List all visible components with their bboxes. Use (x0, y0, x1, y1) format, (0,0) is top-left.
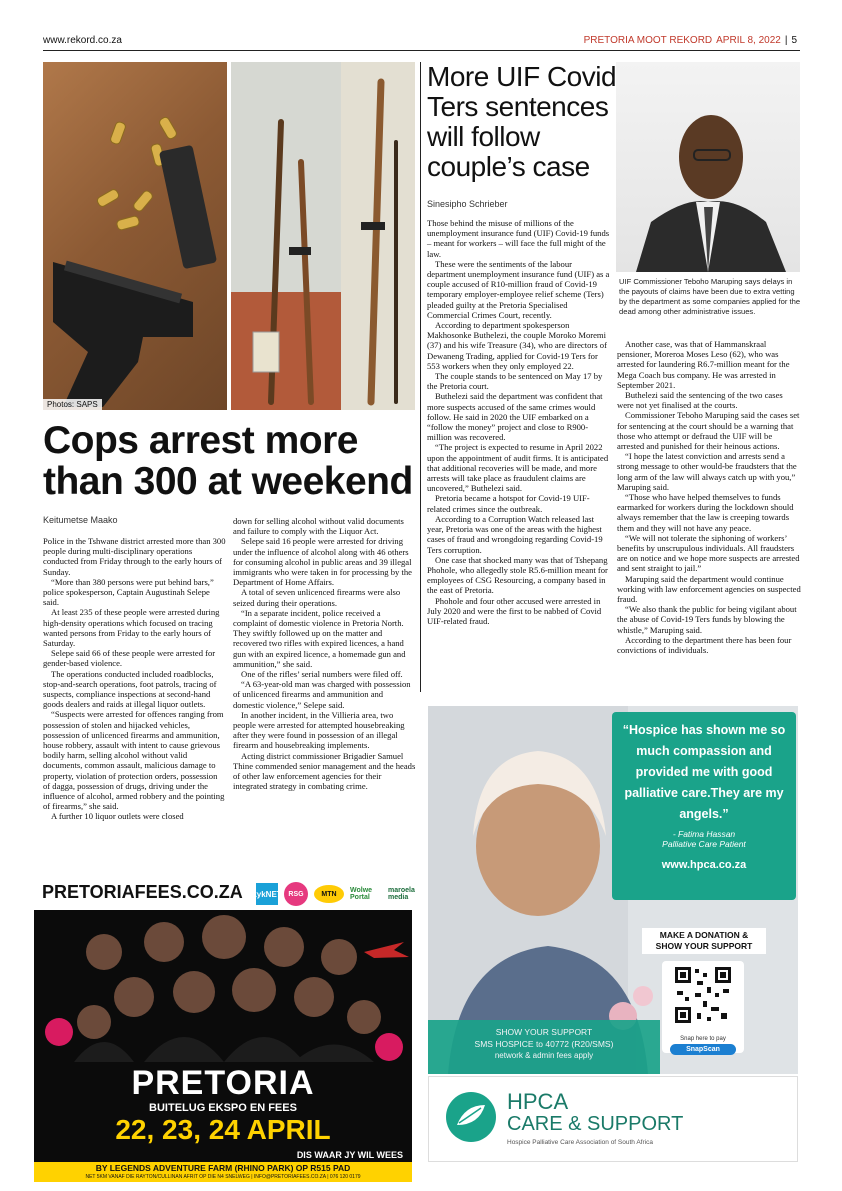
cops-paragraph: “Suspects were arrested for offences ranging from possession of stolen and hijacked vehicles, possession of unlicenced firearms and ammunition, house robbery, assault with intent to cause grievous bodily harm, selling alcohol without valid documents, common assault, malicious damage to property, violation of protection orders, possession of dagga, possession of drugs, driving under the influence of alcohol, armed robbery and the pointing of firearms,” she said. (43, 709, 225, 812)
page-number: 5 (791, 35, 797, 46)
cops-paragraph: In another incident, in the Villieria area, two people were arrested for attempted housebreaking after they were found in possession of an illegal firearm and housebreaking implements. (233, 709, 405, 751)
cops-paragraph: “In a separate incident, police received a complaint of domestic violence in Pretoria North. They swiftly followed up on the matter and recovered two rifles with expired licences, a hand gun with an expired licence, a homemade gun and ammunition,” she said. (233, 607, 406, 669)
uif-paragraph: One case that shocked many was that of Tshepang Phohole, who allegedly stole R5.6-million meant for employees of CSG Resourcing, a company based in the east of Pretoria. (427, 554, 608, 596)
quote-box (612, 712, 796, 900)
page-separator: | (784, 35, 788, 46)
uif-paragraph: Maruping said the department would continue working with law enforcement agencies on suspected fraud. (617, 573, 801, 605)
uif-column-1 (427, 218, 610, 626)
fees-website[interactable]: PRETORIAFEES.CO.ZA (42, 882, 243, 902)
masthead (584, 35, 797, 46)
uif-paragraph: “We also thank the public for being vigilant about the abuse of Covid-19 Ters funds by blowing the whistle,” Maruping said. (617, 604, 797, 635)
rifles-image (231, 62, 415, 410)
rifles-photo (231, 62, 415, 410)
rsg-logo: RSG (284, 882, 308, 906)
uif-paragraph: “We will not tolerate the siphoning of workers’ benefits by unscrupulous individuals. All fraudsters are on notice and we hope more suspects are arrested and sent straight to jail.” (617, 532, 800, 574)
uif-paragraph: According to department spokesperson Makhosonke Buthelezi, the couple Moroko Moremi (37) and his wife Treasure (34), who are directors of Dewaneng Trading, applied for Covid-19 Ters for 553 workers when they only employed 22. (427, 320, 607, 371)
fees-footer: NET 5KM VANAF DIE RAYTON/CULLINAN AFRIT OP DIE N4 SNELWEG | INFO@PRETORIAFEES.CO.ZA | 076 120 0179 (85, 1174, 361, 1180)
fees-tagline: DIS WAAR JY WIL WEES (294, 1150, 406, 1160)
uif-paragraph: Another case, was that of Hammanskraal pensioner, Moreroa Moses Leso (62), who was arrested for laundering R6.7-million meant for the Mega Coach bus company. He was arrested in September 2021. (617, 339, 790, 390)
uif-paragraph: According to a Corruption Watch released last year, Pretoria was one of the areas with the highest cases of fraud and wrongdoing regarding Covid-19 Ters corruption. (427, 513, 603, 555)
cops-paragraph: A further 10 liquor outlets were closed (51, 811, 184, 822)
fees-dates: 22, 23, 24 APRIL (115, 1114, 331, 1145)
uif-paragraph: According to the department there has been four convictions of individuals. (617, 634, 792, 656)
commissioner-photo (616, 62, 800, 272)
uif-byline: Sinesipho Schrieber (427, 199, 508, 209)
patient-quote: “Hospice has shown me so much compassion and provided me with good palliative care.They are my angels.” (622, 723, 786, 821)
cops-paragraph: “A 63-year-old man was charged with possession of unlicenced firearms and ammunition and domestic violence,” Selepe said. (233, 679, 411, 710)
qr-card[interactable] (662, 961, 744, 1053)
uif-paragraph: Buthelezi said the sentencing of the two cases were not yet finalised at the courts. (617, 390, 783, 411)
column-rule (420, 62, 421, 692)
cops-paragraph: A total of seven unlicenced firearms were also seized during their operations. (233, 587, 401, 608)
uif-paragraph: “I hope the latest conviction and arrests send a strong message to other would-be fraudsters that the long arm of the law will always catch up with you,” Maruping said. (617, 451, 797, 492)
uif-paragraph: The couple stands to be sentenced on May 17 by the Pretoria court. (427, 371, 603, 392)
mtn-logo: MTN (314, 885, 344, 903)
header-rule (43, 50, 800, 51)
fees-footer-band (34, 1150, 412, 1182)
hpca-logo-sub: CARE & SUPPORT (507, 1113, 684, 1135)
cops-column-1 (43, 536, 226, 822)
snapscan-badge[interactable]: SnapScan (670, 1044, 736, 1055)
hpca-leaf-icon (445, 1091, 497, 1143)
cops-column-2 (233, 516, 416, 791)
uif-paragraph: Buthelezi said the department was confident that more suspects accused of the same crimes would follow. He said in 2020 the UIF embarked on a “follow the money” project and close to R900-million was recovered. (427, 391, 603, 443)
donate-label: MAKE A DONATION & SHOW YOUR SUPPORT (642, 928, 766, 954)
cops-paragraph: The operations conducted included roadblocks, stop-and-search operations, foot patrols, tracing of suspects, compliance inspections at second-hand goods dealers and raids at illegal liquor outlets. (43, 668, 217, 710)
sms-line: SMS HOSPICE to 40772 (R20/SMS) (474, 1039, 614, 1049)
photo-credit: Photos: SAPS (43, 399, 102, 410)
wolwe-logo: Wolwe Portal (350, 887, 373, 901)
uif-paragraph: Pretoria became a hotspot for Covid-19 UIF-related crimes since the outbreak. (427, 493, 590, 514)
sms-band (428, 1020, 660, 1074)
publication-name: PRETORIA MOOT REKORD (583, 35, 713, 46)
uif-photo-caption: UIF Commissioner Teboho Maruping says delays in the payouts of claims have been due to extra vetting by the department as some companies applied for the dead among other administrative issues. (619, 277, 801, 316)
cops-paragraph: “More than 380 persons were put behind bars,” police spokesperson, Captain Augustinah Selepe said. (43, 576, 214, 608)
qr-code-icon (662, 961, 744, 1031)
sponsor-logos (252, 882, 418, 906)
handgun-bullets-image (43, 62, 227, 410)
cops-paragraph: At least 235 of these people were arrested during high-density operations which focused on tracing wanted persons from Friday to the early hours of Saturday. (43, 607, 220, 649)
pretoria-fees-ad[interactable] (34, 874, 415, 1162)
fees-subtitle: BUITELUG EKSPO EN FEES (149, 1102, 297, 1114)
uif-paragraph: Commissioner Teboho Maruping said the cases set for sentencing at the court should be a warning that those who attempt or defraud the UIF will be arrested and punished for their heinous actions. (617, 410, 800, 452)
cops-paragraph: Acting district commissioner Brigadier Samuel Thine commended senior management and the heads of other law enforcement agencies for their integrated strategy in combating crime. (233, 750, 416, 792)
fees-venue: BY LEGENDS ADVENTURE FARM (RHINO PARK) OP R515 PAD (95, 1163, 351, 1173)
hpca-website[interactable]: www.hpca.co.za (661, 859, 747, 871)
sms-note: network & admin fees apply (494, 1051, 594, 1060)
performers-collage (34, 912, 412, 1062)
cops-paragraph: Police in the Tshwane district arrested more than 300 people during multi-disciplinary operations conducted from Friday through to the early hours of Sunday. (43, 536, 226, 577)
uif-headline: More UIF Covid Ters sentences will follow couple’s case (427, 61, 617, 182)
hpca-logo-tag: Hospice Palliative Care Association of South Africa (507, 1139, 653, 1146)
issue-date: APRIL 8, 2022 (716, 35, 781, 46)
patient-name: - Fatima Hassan (672, 829, 736, 839)
hpca-logo-panel (428, 1076, 798, 1162)
cops-paragraph: One of the rifles’ serial numbers were filed off. (241, 669, 403, 680)
uif-paragraph: Phohole and four other accused were arrested in July 2020 and were the first to be nabbed of Covid UIF-related fraud. (427, 595, 602, 626)
patient-role: Palliative Care Patient (662, 839, 746, 849)
cops-byline: Keitumetse Maako (43, 515, 118, 525)
cops-headline: Cops arrest more than 300 at weekend (43, 419, 413, 503)
cops-paragraph: Selepe said 66 of these people were arrested for gender-based violence. (43, 648, 216, 669)
hpca-logo-main: HPCA (507, 1089, 569, 1114)
fees-title: PRETORIA (131, 1064, 315, 1102)
handgun-photo (43, 62, 227, 410)
portrait-image (616, 62, 800, 272)
maroela-logo: maroela media (388, 887, 415, 901)
kyknet-logo: kykNET (256, 883, 278, 905)
hospice-ad[interactable] (428, 706, 798, 1074)
site-url[interactable]: www.rekord.co.za (43, 35, 122, 46)
uif-paragraph: “Those who have helped themselves to funds earmarked for workers during the lockdown should always remember that the law is creeping towards them and they will not have any peace. (617, 492, 794, 533)
sms-title: SHOW YOUR SUPPORT (495, 1027, 593, 1037)
uif-paragraph: “The project is expected to resume in April 2022 upon the appointment of audit firms. It is anticipated that additional recoveries will be made, and more arrests will take place as fraudulent claims are uncovered,” Buthelezi said. (427, 442, 609, 494)
uif-paragraph: Those behind the misuse of millions of the unemployment insurance fund (UIF) Covid-19 funds – meant for workers – will face the full might of the law. (427, 218, 610, 259)
cops-paragraph: down for selling alcohol without valid documents and failure to comply with the Liquor Act. (233, 516, 404, 537)
uif-paragraph: These were the sentiments of the labour department unemployment insurance fund (UIF) as a couple accused of R10-million fraud of Covid-19 temporary employer-employee relief scheme (Ters) pleaded guilty at the Pretoria Specialised Commercial Crimes Court, recently. (427, 258, 610, 320)
cops-paragraph: Selepe said 16 people were arrested for driving under the influence of alcohol along with 46 others for consuming alcohol in public areas and 39 illegal immigrants who were taken in for processing by the Department of Home Affairs. (233, 536, 412, 588)
snap-label: Snap here to pay (680, 1036, 726, 1042)
uif-column-2 (617, 339, 801, 655)
